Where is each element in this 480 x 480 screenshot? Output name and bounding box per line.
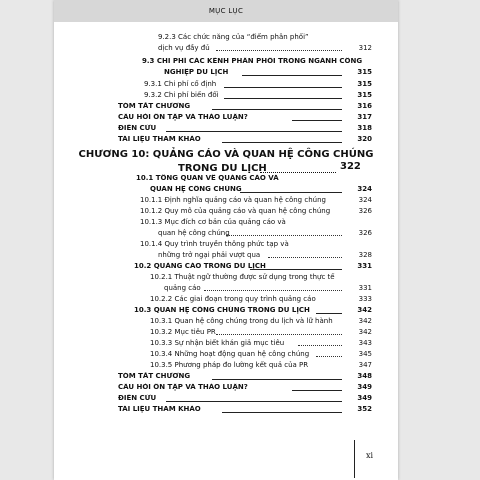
- toc-leader: [204, 290, 342, 291]
- toc-leader: [292, 390, 342, 391]
- toc-leader: [222, 142, 342, 143]
- toc-entry-9-2-3: 9.2.3 Các chức năng của “điểm phân phối”: [158, 33, 309, 41]
- toc-page: 324: [357, 185, 372, 193]
- toc-leader: [240, 192, 342, 193]
- toc-leader: [250, 269, 342, 270]
- toc-leader: [226, 235, 342, 236]
- toc-entry-10-1-1: 10.1.1 Định nghĩa quảng cáo và quan hệ công chúng: [140, 196, 326, 204]
- toc-page: 317: [357, 113, 372, 121]
- toc-entry-10-3-3: 10.3.3 Sự nhận biết khán giả mục tiêu: [150, 339, 285, 347]
- toc-entry-10-3-5: 10.3.5 Phương pháp đo lường kết quả của PR: [150, 361, 309, 369]
- toc-leader: [224, 87, 342, 88]
- footer-rule: [354, 440, 355, 478]
- toc-leader: [316, 356, 342, 357]
- header-title: MỤC LỤC: [208, 7, 244, 15]
- toc-entry-10-3-1: 10.3.1 Quan hệ công chúng trong du lịch và lữ hành: [150, 317, 333, 325]
- chapter-page: 322: [340, 161, 361, 172]
- toc-leader: [216, 334, 342, 335]
- toc-entry-questions: CÂU HỎI ÔN TẬP VÀ THẢO LUẬN?: [118, 383, 248, 391]
- toc-leader: [268, 257, 342, 258]
- chapter-title: CHƯƠNG 10: QUẢNG CÁO VÀ QUAN HỆ CÔNG CHÚNG: [78, 149, 374, 160]
- toc-entry-10-3: 10.3 QUAN HỆ CÔNG CHÚNG TRONG DU LỊCH: [134, 306, 310, 314]
- toc-entry-10-1-2: 10.1.2 Quy mô của quảng cáo và quan hệ công chúng: [140, 207, 331, 215]
- toc-page: 315: [357, 80, 372, 88]
- toc-page: 342: [358, 328, 372, 336]
- toc-page: 324: [358, 196, 372, 204]
- toc-entry-questions: CÂU HỎI ÔN TẬP VÀ THẢO LUẬN?: [118, 113, 248, 121]
- toc-page: 347: [358, 361, 372, 369]
- toc-page: 326: [358, 229, 372, 237]
- toc-entry-10-1-3-cont: quan hệ công chúng: [158, 229, 230, 237]
- toc-page: 328: [358, 251, 372, 259]
- toc-leader: [292, 120, 342, 121]
- toc-entry-9-2-3-cont: dịch vụ đầy đủ: [158, 44, 210, 52]
- page-number: xi: [366, 451, 374, 460]
- toc-leader: [298, 345, 342, 346]
- chapter-title-cont: TRONG DU LỊCH: [178, 163, 267, 174]
- toc-page: 345: [358, 350, 372, 358]
- toc-entry-10-3-2: 10.3.2 Mục tiêu PR: [150, 328, 216, 336]
- toc-entry-summary: TÓM TẮT CHƯƠNG: [118, 372, 191, 380]
- toc-page: 331: [357, 262, 372, 270]
- toc-entry-10-1-4: 10.1.4 Quy trình truyền thông phức tạp và: [140, 240, 289, 248]
- toc-entry-10-2-1-cont: quảng cáo: [164, 284, 201, 292]
- toc-page: 333: [358, 295, 372, 303]
- toc-leader: [216, 50, 342, 51]
- toc-leader: [316, 313, 342, 314]
- toc-entry-9-3-1: 9.3.1 Chi phí cố định: [144, 80, 217, 88]
- toc-entry-10-2-1: 10.2.1 Thuật ngữ thường được sử dụng trong thực tế: [150, 273, 335, 281]
- toc-entry-10-1-cont: QUAN HỆ CÔNG CHÚNG: [150, 185, 242, 193]
- toc-entry-case-study: ĐIỀN CỨU: [118, 394, 157, 402]
- toc-entry-9-3-2: 9.3.2 Chi phí biến đổi: [144, 91, 219, 99]
- toc-entry-references: TÀI LIỆU THAM KHẢO: [118, 405, 201, 413]
- toc-leader: [212, 379, 342, 380]
- toc-leader: [166, 131, 342, 132]
- toc-leader: [222, 412, 342, 413]
- toc-leader: [260, 172, 336, 173]
- toc-page: 352: [357, 405, 372, 413]
- toc-entry-10-1-4-cont: những trở ngại phải vượt qua: [158, 251, 261, 259]
- toc-entry-10-1-3: 10.1.3 Mục đích cơ bản của quảng cáo và: [140, 218, 286, 226]
- toc-page: 349: [357, 383, 372, 391]
- toc-page: 348: [357, 372, 372, 380]
- toc-entry-9-3-cont: NGHIỆP DU LỊCH: [164, 68, 229, 76]
- table-of-contents: [54, 0, 398, 480]
- toc-page: 316: [357, 102, 372, 110]
- toc-entry-10-1: 10.1 TỔNG QUAN VỀ QUẢNG CÁO VÀ: [136, 174, 279, 182]
- toc-entry-references: TÀI LIỆU THAM KHẢO: [118, 135, 201, 143]
- toc-entry-9-3: 9.3 CHI PHÍ CÁC KÊNH PHÂN PHỐI TRONG NGÀNH CÔNG: [142, 57, 363, 65]
- toc-entry-case-study: ĐIỀN CỨU: [118, 124, 157, 132]
- toc-page: 326: [358, 207, 372, 215]
- toc-page: 349: [357, 394, 372, 402]
- toc-page: 315: [357, 68, 372, 76]
- toc-page: 331: [358, 284, 372, 292]
- toc-page: 343: [358, 339, 372, 347]
- toc-page: 342: [357, 306, 372, 314]
- toc-page: 312: [358, 44, 372, 52]
- toc-leader: [212, 109, 342, 110]
- document-page: [54, 0, 398, 480]
- toc-page: 315: [357, 91, 372, 99]
- toc-entry-10-3-4: 10.3.4 Những hoạt động quan hệ công chúng: [150, 350, 310, 358]
- toc-page: 320: [357, 135, 372, 143]
- toc-leader: [224, 98, 342, 99]
- toc-entry-10-2-2: 10.2.2 Các giai đoạn trong quy trình quảng cáo: [150, 295, 316, 303]
- toc-leader: [242, 75, 342, 76]
- toc-page: 318: [357, 124, 372, 132]
- toc-leader: [166, 401, 342, 402]
- toc-page: 342: [358, 317, 372, 325]
- toc-entry-summary: TÓM TẮT CHƯƠNG: [118, 102, 191, 110]
- toc-entry-10-2: 10.2 QUẢNG CÁO TRONG DU LỊCH: [134, 262, 266, 270]
